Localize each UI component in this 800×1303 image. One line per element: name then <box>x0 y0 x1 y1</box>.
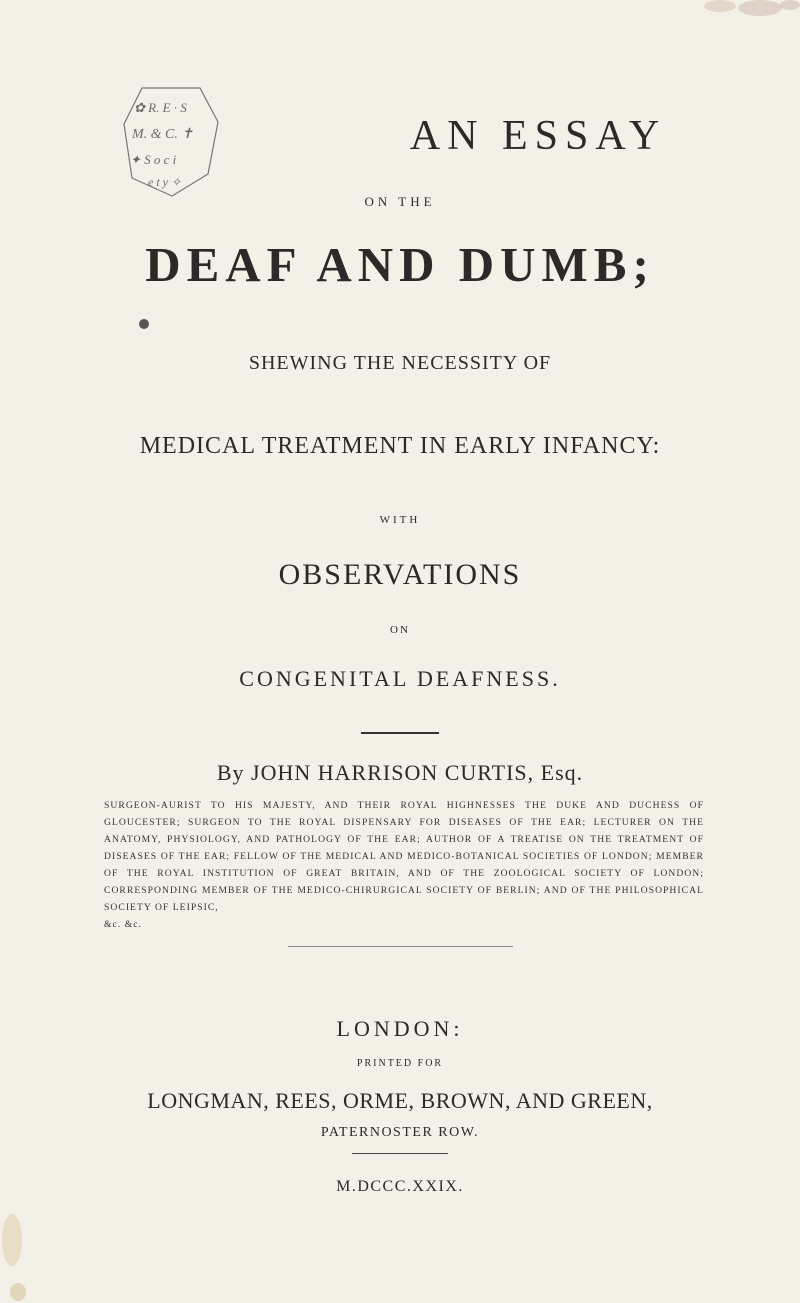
paper-stain-corner <box>0 1200 60 1303</box>
credentials-text: SURGEON-AURIST TO HIS MAJESTY, AND THEIR ROYAL HIGHNESSES THE DUKE AND DUCHESS OF GLOUCESTER; SURGEON TO THE ROYAL DISPENSARY FOR DISEASES OF THE EAR; LECTURER ON THE ANATOMY, PHYSIOLOGY, AND PATHOLOGY OF THE EAR; AUTHOR OF A TREATISE ON THE TREATMENT OF DISEASES OF THE EAR; FELLOW OF THE MEDICAL AND MEDICO-BOTANICAL SOCIETIES OF LONDON; MEMBER OF THE ROYAL INSTITUTION OF GREAT BRITAIN, AND OF THE ZOOLOGICAL SOCIETY OF LONDON; CORRESPONDING MEMBER OF THE MEDICO-CHIRURGICAL SOCIETY OF BERLIN; AND OF THE PHILOSOPHICAL SOCIETY OF LEIPSIC, <box>104 800 704 913</box>
divider-rule-long <box>288 946 513 947</box>
main-title: DEAF AND DUMB; <box>145 237 655 292</box>
congenital-title: CONGENITAL DEAFNESS. <box>239 666 561 691</box>
svg-text:✦ S o c i: ✦ S o c i <box>130 152 177 167</box>
imprint-date: M.DCCC.XXIX. <box>336 1178 464 1195</box>
author-byline: By JOHN HARRISON CURTIS, Esq. <box>216 760 584 785</box>
credentials-etc: &c. &c. <box>104 919 142 930</box>
on-the-line: ON THE <box>364 194 436 209</box>
divider-rule-short <box>352 1153 448 1154</box>
imprint-publishers: LONGMAN, REES, ORME, BROWN, AND GREEN, <box>147 1088 653 1113</box>
imprint-city: LONDON: <box>336 1016 464 1041</box>
paper-stain <box>690 0 800 22</box>
svg-text:✿ R. E · S: ✿ R. E · S <box>134 100 187 115</box>
on-line: ON <box>390 624 410 636</box>
ink-dot <box>139 319 149 329</box>
subtitle-medical: MEDICAL TREATMENT IN EARLY INFANCY: <box>139 433 661 459</box>
svg-text:M. & C. ✝: M. & C. ✝ <box>132 127 194 142</box>
author-credentials <box>104 797 704 933</box>
divider-rule <box>361 732 439 734</box>
with-line: WITH <box>379 514 421 526</box>
observations-title: OBSERVATIONS <box>278 558 522 591</box>
essay-heading: AN ESSAY <box>409 113 667 159</box>
svg-text:e t y ✧: e t y ✧ <box>148 175 182 189</box>
subtitle-shewing: SHEWING THE NECESSITY OF <box>248 352 552 374</box>
imprint-printed-for: PRINTED FOR <box>356 1058 444 1069</box>
imprint-address: PATERNOSTER ROW. <box>320 1125 480 1140</box>
